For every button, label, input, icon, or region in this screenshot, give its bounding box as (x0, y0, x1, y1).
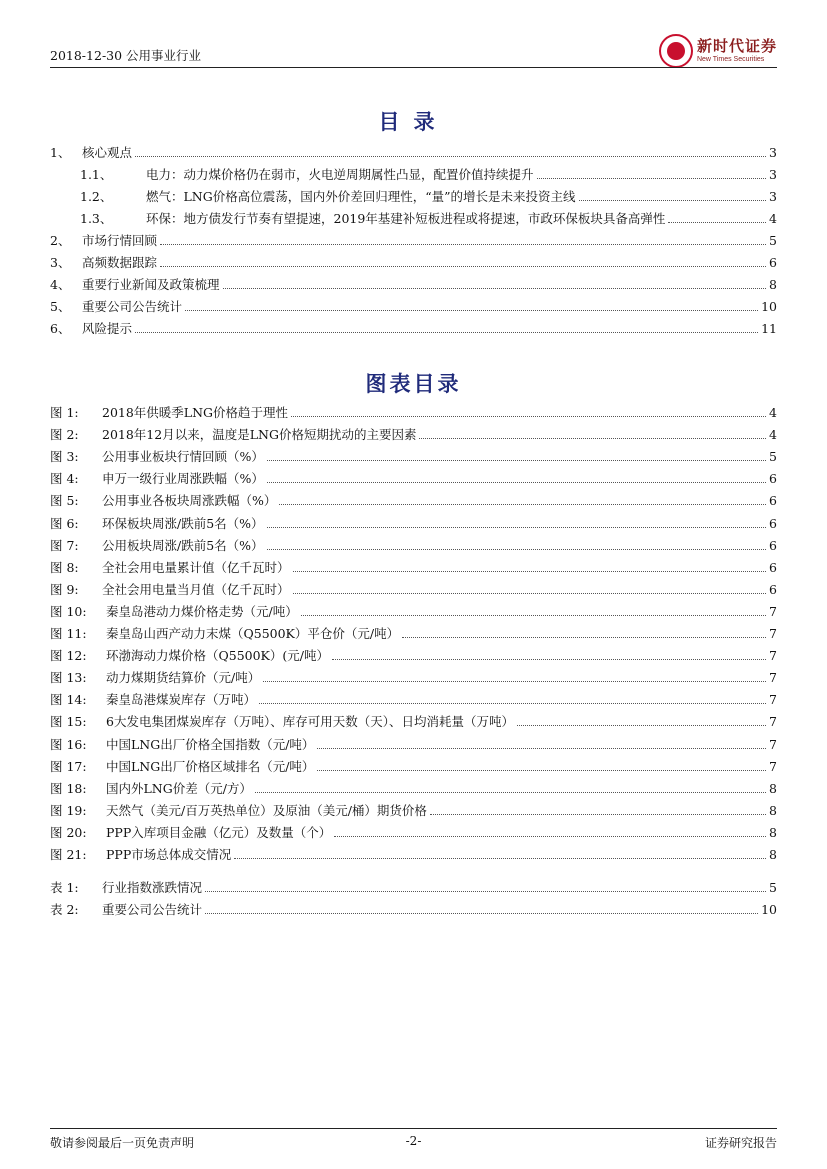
dot-leader (517, 725, 766, 726)
figure-entry-number: 图 5: (50, 493, 79, 509)
toc-entry-label: 高频数据跟踪 (82, 255, 158, 270)
figure-entry[interactable] (50, 490, 777, 511)
figure-entry-label: 秦皇岛山西产动力末煤（Q5500K）平仓价（元/吨） (106, 626, 400, 641)
figure-entry-page: 8 (769, 847, 777, 862)
figure-entry-number: 图 20: (50, 824, 87, 840)
dot-leader (267, 527, 767, 528)
toc-entry-label: 燃气：LNG价格高位震荡，国内外价差回归理性，“量”的增长是未来投资主线 (146, 189, 576, 204)
figure-entry-page: 6 (769, 581, 777, 597)
figures-title: 图表目录 (365, 372, 462, 396)
dot-leader (185, 310, 758, 311)
dot-leader (293, 593, 767, 594)
figure-entry-number: 图 6: (50, 515, 79, 531)
figure-entry-page: 5 (769, 449, 777, 465)
company-logo (659, 34, 777, 68)
figure-entry-number: 图 16: (50, 736, 87, 752)
toc-entry-number: 1.2、 (80, 189, 113, 204)
table-entry-number: 表 1: (50, 880, 79, 895)
footer-page-number: -2- (405, 1134, 422, 1148)
figure-entry-number: 图 7: (50, 537, 79, 553)
toc-entry-number: 1.1、 (80, 167, 113, 182)
footer-report-type: 证券研究报告 (704, 1136, 777, 1150)
toc-entry[interactable] (50, 318, 777, 339)
toc-entry[interactable] (50, 252, 777, 273)
figure-entry-page: 6 (769, 515, 777, 531)
figure-entry[interactable] (50, 667, 777, 688)
toc-entry-page: 6 (769, 255, 777, 270)
figure-entry-label: 公用事业各板块周涨跌幅（%） (102, 493, 277, 509)
dot-leader (135, 332, 758, 333)
toc-entry-label: 核心观点 (82, 145, 133, 160)
dot-leader (334, 836, 766, 837)
toc-entry-label: 重要公司公告统计 (82, 299, 183, 314)
figure-entry-page: 7 (769, 603, 777, 619)
dot-leader (291, 416, 766, 417)
figure-entry[interactable] (50, 756, 777, 777)
figure-entry-number: 图 3: (50, 449, 79, 465)
figure-entry-number: 图 10: (50, 603, 87, 619)
dot-leader (223, 288, 767, 289)
header-divider (50, 67, 777, 68)
toc-entry-page: 4 (769, 211, 777, 226)
table-entry-number: 表 2: (50, 902, 79, 917)
figure-entry-label: 2018年12月以来，温度是LNG价格短期扰动的主要因素 (102, 427, 417, 443)
figure-entry-label: PPP入库项目金融（亿元）及数量（个） (106, 824, 332, 840)
toc-entry-label: 风险提示 (82, 321, 133, 336)
figure-entry-page: 4 (769, 427, 777, 443)
dot-leader (301, 615, 766, 616)
logo-name-cn: 新时代证券 (696, 37, 777, 55)
header-date-sector: 2018-12-30 公用事业行业 (50, 48, 202, 63)
dot-leader (160, 266, 766, 267)
figure-entry[interactable] (50, 623, 777, 644)
figure-entry-number: 图 12: (50, 648, 87, 664)
table-entry[interactable] (50, 899, 777, 920)
figure-entry-number: 图 15: (50, 714, 87, 730)
figure-entry-page: 7 (769, 758, 777, 774)
footer-disclaimer: 敬请参阅最后一页免责声明 (50, 1136, 195, 1150)
figure-entry-label: 2018年供暖季LNG价格趋于理性 (102, 405, 289, 420)
figure-entry-number: 图 1: (50, 405, 79, 420)
figure-entry[interactable] (50, 778, 777, 799)
figure-entry[interactable] (50, 734, 777, 755)
dot-leader (537, 178, 767, 179)
figure-entry-page: 7 (769, 670, 777, 686)
figure-entry-number: 图 9: (50, 581, 79, 597)
dot-leader (255, 792, 766, 793)
toc-entry-number: 2、 (50, 233, 71, 248)
figure-entry-label: 天然气（美元/百万英热单位）及原油（美元/桶）期货价格 (106, 802, 427, 818)
toc-entry-page: 11 (761, 321, 777, 336)
figure-entry-page: 6 (769, 537, 777, 553)
dot-leader (668, 222, 766, 223)
figure-entry-number: 图 19: (50, 802, 87, 818)
figure-entry-page: 8 (769, 824, 777, 840)
toc-entry-page: 3 (769, 145, 777, 160)
dot-leader (419, 438, 766, 439)
figure-entry-label: 秦皇岛港煤炭库存（万吨） (106, 692, 257, 708)
figure-entry-number: 图 18: (50, 780, 87, 796)
dot-leader (332, 659, 766, 660)
toc-entry-page: 8 (769, 277, 777, 292)
figure-entry[interactable] (50, 645, 777, 666)
figure-entry-label: 环渤海动力煤价格（Q5500K）(元/吨） (106, 648, 329, 664)
figure-entry[interactable] (50, 513, 777, 534)
dot-leader (263, 681, 766, 682)
figure-entry[interactable] (50, 446, 777, 467)
dot-leader (579, 200, 767, 201)
figure-entry-number: 图 2: (50, 427, 79, 443)
figure-entry-number: 图 13: (50, 670, 87, 686)
dot-leader (259, 703, 766, 704)
figure-entry-label: 动力煤期货结算价（元/吨） (106, 670, 261, 686)
toc-entry-number: 4、 (50, 277, 71, 292)
toc-entry[interactable] (50, 296, 777, 317)
toc-entry[interactable] (50, 274, 777, 295)
figure-entry-label: 秦皇岛港动力煤价格走势（元/吨） (106, 603, 298, 619)
toc-entry-label: 重要行业新闻及政策梳理 (82, 277, 220, 292)
figure-entry[interactable] (50, 579, 777, 600)
table-entry[interactable] (50, 877, 777, 898)
toc-entry-page: 3 (769, 167, 777, 182)
toc-entry[interactable] (50, 230, 777, 251)
table-entry-page: 10 (761, 902, 777, 917)
dot-leader (160, 244, 766, 245)
figure-entry-page: 6 (769, 493, 777, 509)
toc-entry[interactable] (50, 208, 777, 229)
figure-entry-page: 7 (769, 736, 777, 752)
toc-entry-number: 6、 (50, 321, 71, 336)
figure-entry[interactable] (50, 601, 777, 622)
figure-entry-label: 中国LNG出厂价格区域排名（元/吨） (106, 758, 315, 774)
dot-leader (293, 571, 767, 572)
figure-entry-page: 7 (769, 648, 777, 664)
figure-entry-number: 图 17: (50, 758, 87, 774)
figure-entry-page: 6 (769, 471, 777, 487)
toc-entry-number: 1.3、 (80, 211, 113, 226)
dot-leader (430, 814, 766, 815)
figure-entry[interactable] (50, 800, 777, 821)
toc-entry-label: 市场行情回顾 (82, 233, 158, 248)
logo-name-en: New Times Securities (696, 56, 765, 63)
figure-entry[interactable] (50, 535, 777, 556)
figure-entry-label: 公用事业板块行情回顾（%） (102, 449, 264, 465)
dot-leader (402, 637, 766, 638)
page-header (50, 37, 777, 68)
figure-entry[interactable] (50, 402, 777, 423)
figure-entry-label: 中国LNG出厂价格全国指数（元/吨） (106, 736, 315, 752)
figure-entry-page: 7 (769, 692, 777, 708)
toc-entry[interactable] (50, 142, 777, 163)
figure-entry-number: 图 11: (50, 626, 87, 641)
figure-entry[interactable] (50, 689, 777, 710)
toc-title: 目录 (378, 110, 449, 134)
figure-entry-label: 6大发电集团煤炭库存（万吨）、库存可用天数（天）、日均消耗量（万吨） (106, 714, 514, 730)
dot-leader (279, 504, 766, 505)
toc-entry-page: 5 (769, 233, 777, 248)
toc-entry-label: 环保：地方债发行节奏有望提速，2019年基建补短板进程或将提速，市政环保板块具备高弹性 (146, 211, 666, 226)
figure-entry-page: 7 (769, 626, 777, 641)
logo-seal-icon (659, 34, 693, 68)
figure-entry-page: 8 (769, 780, 777, 796)
figure-entry-number: 图 14: (50, 692, 87, 708)
table-entry-page: 5 (769, 880, 777, 895)
table-entry-label: 重要公司公告统计 (102, 902, 203, 917)
dot-leader (267, 460, 766, 461)
toc-entry-number: 5、 (50, 299, 71, 314)
toc-entry[interactable] (50, 186, 777, 207)
figure-entry-number: 图 4: (50, 471, 79, 487)
dot-leader (317, 770, 766, 771)
dot-leader (234, 858, 766, 859)
figure-entry-label: 全社会用电量当月值（亿千瓦时） (102, 581, 290, 597)
dot-leader (135, 156, 766, 157)
dot-leader (267, 482, 766, 483)
footer-divider (50, 1128, 777, 1129)
dot-leader (205, 891, 766, 892)
figure-entry-label: 国内外LNG价差（元/方） (106, 780, 252, 796)
table-entry-label: 行业指数涨跌情况 (102, 880, 203, 895)
figure-entry-label: 公用板块周涨/跌前5名（%） (102, 537, 264, 553)
dot-leader (317, 748, 766, 749)
figure-entry-label: PPP市场总体成交情况 (106, 847, 232, 862)
toc-entry-number: 1、 (50, 145, 71, 160)
figure-entry-page: 8 (769, 802, 777, 818)
figure-entry-page: 6 (769, 559, 777, 575)
figure-entry[interactable] (50, 822, 777, 843)
figure-entry-number: 图 21: (50, 847, 87, 862)
dot-leader (205, 913, 758, 914)
figure-entry[interactable] (50, 424, 777, 445)
dot-leader (267, 549, 767, 550)
figure-entry-number: 图 8: (50, 559, 79, 575)
figure-entry-page: 4 (769, 405, 777, 420)
figure-entry-label: 全社会用电量累计值（亿千瓦时） (102, 559, 290, 575)
figure-entry[interactable] (50, 711, 777, 732)
figure-entry[interactable] (50, 557, 777, 578)
toc-entry-page: 3 (769, 189, 777, 204)
toc-entry-label: 电力：动力煤价格仍在弱市，火电逆周期属性凸显，配置价值持续提升 (146, 167, 534, 182)
figure-entry-label: 环保板块周涨/跌前5名（%） (102, 515, 264, 531)
figure-entry-page: 7 (769, 714, 777, 730)
toc-entry[interactable] (50, 164, 777, 185)
figure-entry[interactable] (50, 844, 777, 865)
toc-entry-page: 10 (761, 299, 777, 314)
toc-entry-number: 3、 (50, 255, 71, 270)
figure-entry[interactable] (50, 468, 777, 489)
figure-entry-label: 申万一级行业周涨跌幅（%） (102, 471, 264, 487)
